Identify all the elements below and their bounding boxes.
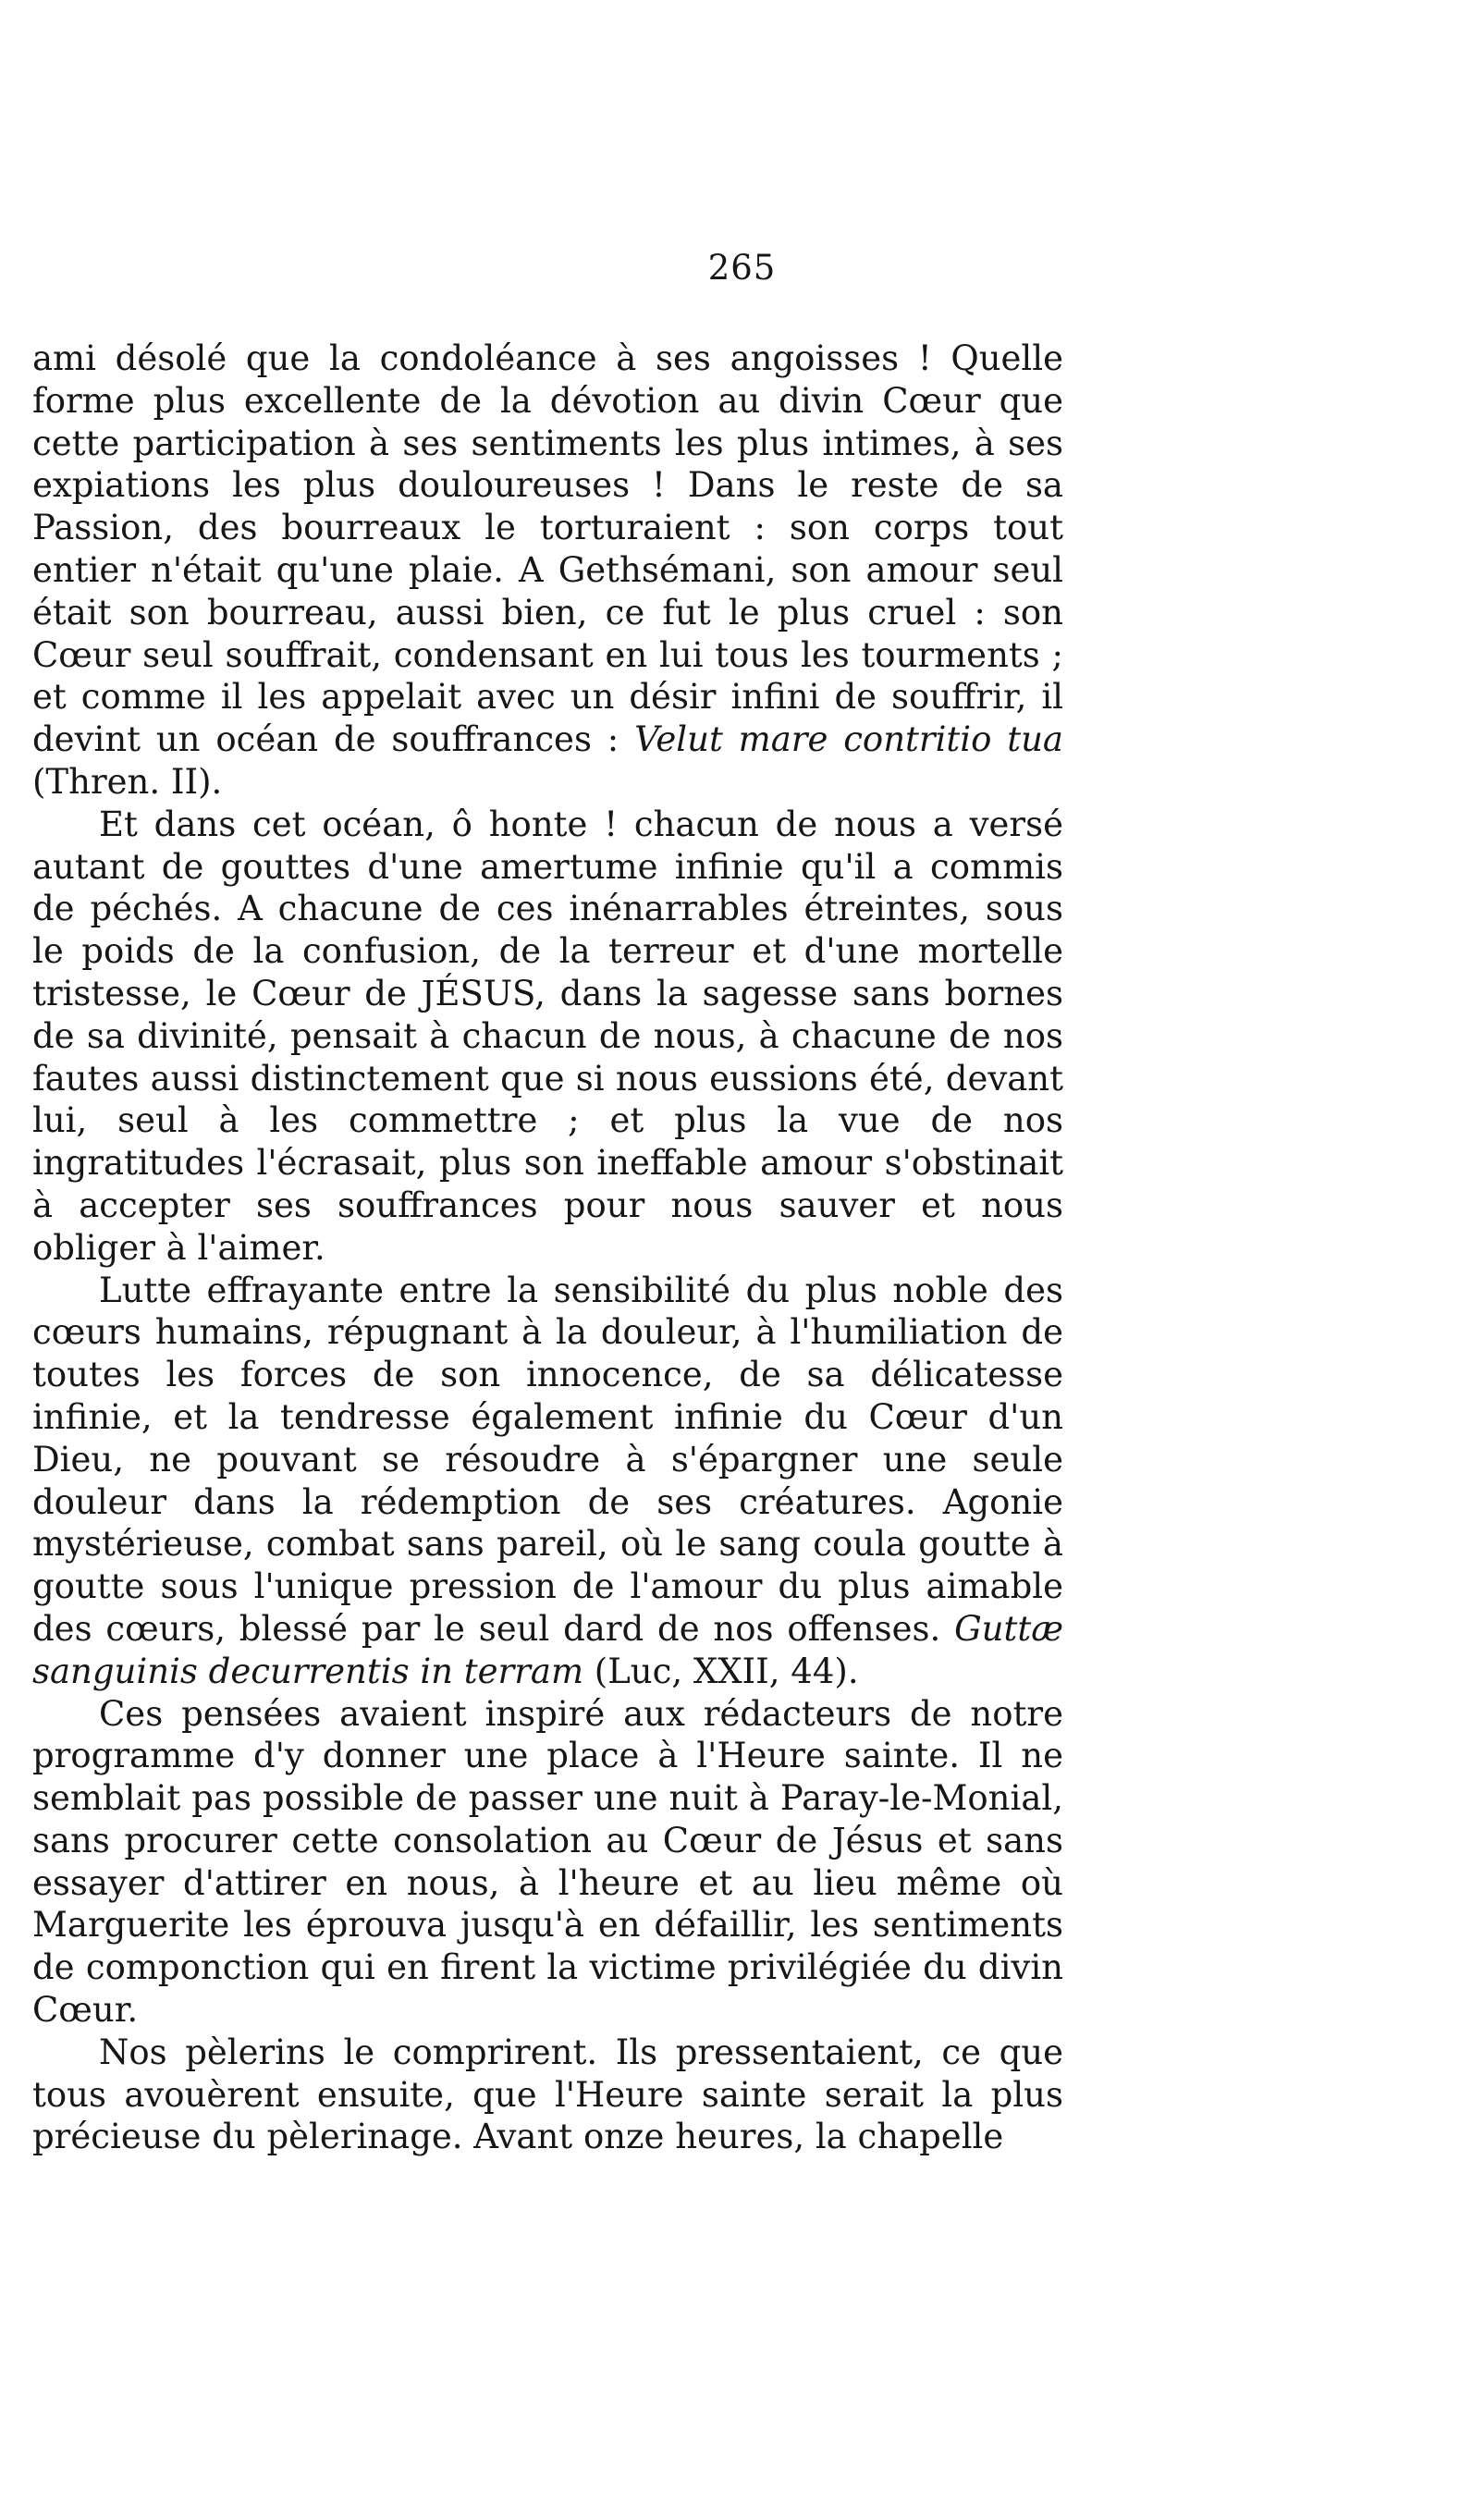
paragraph xyxy=(32,1270,1063,1693)
paragraph xyxy=(32,804,1063,1270)
italic-quotation: Guttæ sanguinis decurrentis in terram xyxy=(32,1608,1063,1691)
text-run: Lutte effrayante entre la sensibilité du plus noble des cœurs humains, répugnant à la douleur, à l'humiliation de toutes les forces de son innocence, de sa délicatesse infinie, et la tendresse également infinie du Cœur d'un Dieu, ne pouvant se résoudre à s'épargner une seule douleur dans la rédemption de ses créatures. Agonie mystérieuse, combat sans pareil, où le sang coula goutte à goutte sous l'unique pression de l'amour du plus aimable des cœurs, blessé par le seul dard de nos offenses. xyxy=(32,1270,1063,1649)
text-run: Et dans cet océan, ô honte ! chacun de nous a versé autant de gouttes d'une amertume infinie qu'il a commis de péchés. A chacune de ces inénarrables étreintes, sous le poids de la confusion, de la terreur et d'une mortelle tristesse, le Cœur de JÉSUS, dans la sagesse sans bornes de sa divinité, pensait à chacun de nous, à chacune de nos fautes aussi distinctement que si nous eussions été, devant lui, seul à les commettre ; et plus la vue de nos ingratitudes l'écrasait, plus son ineffable amour s'obstinait à accepter ses souffrances pour nous sauver et nous obliger à l'aimer. xyxy=(32,804,1063,1268)
paragraph xyxy=(32,338,1063,804)
italic-quotation: Velut mare contritio tua xyxy=(634,719,1063,760)
text-run: Ces pensées avaient inspiré aux rédacteurs de notre programme d'y donner une place à l'Heure sainte. Il ne semblait pas possible de passer une nuit à Paray-le-Monial, sans procurer cette consolation au Cœur de Jésus et sans essayer d'attirer en nous, à l'heure et au lieu même où Marguerite les éprouva jusqu'à en défaillir, les sentiments de componction qui en firent la victime privilégiée du divin Cœur. xyxy=(32,1693,1063,2031)
text-run: Nos pèlerins le comprirent. Ils pressentaient, ce que tous avouèrent ensuite, que l'Heure sainte serait la plus précieuse du pèlerinage. Avant onze heures, la chapelle xyxy=(32,2032,1063,2157)
paragraph xyxy=(32,1693,1063,2032)
paragraph xyxy=(32,2032,1063,2158)
page-number: 265 xyxy=(707,248,777,288)
body-text xyxy=(32,338,1063,2158)
text-run: (Thren. II). xyxy=(32,761,223,802)
text-run: ami désolé que la condoléance à ses angoisses ! Quelle forme plus excellente de la dévotion au divin Cœur que cette participation à ses sentiments les plus intimes, à ses expiations les plus douloureuses ! Dans le reste de sa Passion, des bourreaux le torturaient : son corps tout entier n'était qu'une plaie. A Gethsémani, son amour seul était son bourreau, aussi bien, ce fut le plus cruel : son Cœur seul souffrait, condensant en lui tous les tourments ; et comme il les appelait avec un désir infini de souffrir, il devint un océan de souffrances : xyxy=(32,338,1063,760)
text-run: (Luc, XXII, 44). xyxy=(583,1651,859,1691)
